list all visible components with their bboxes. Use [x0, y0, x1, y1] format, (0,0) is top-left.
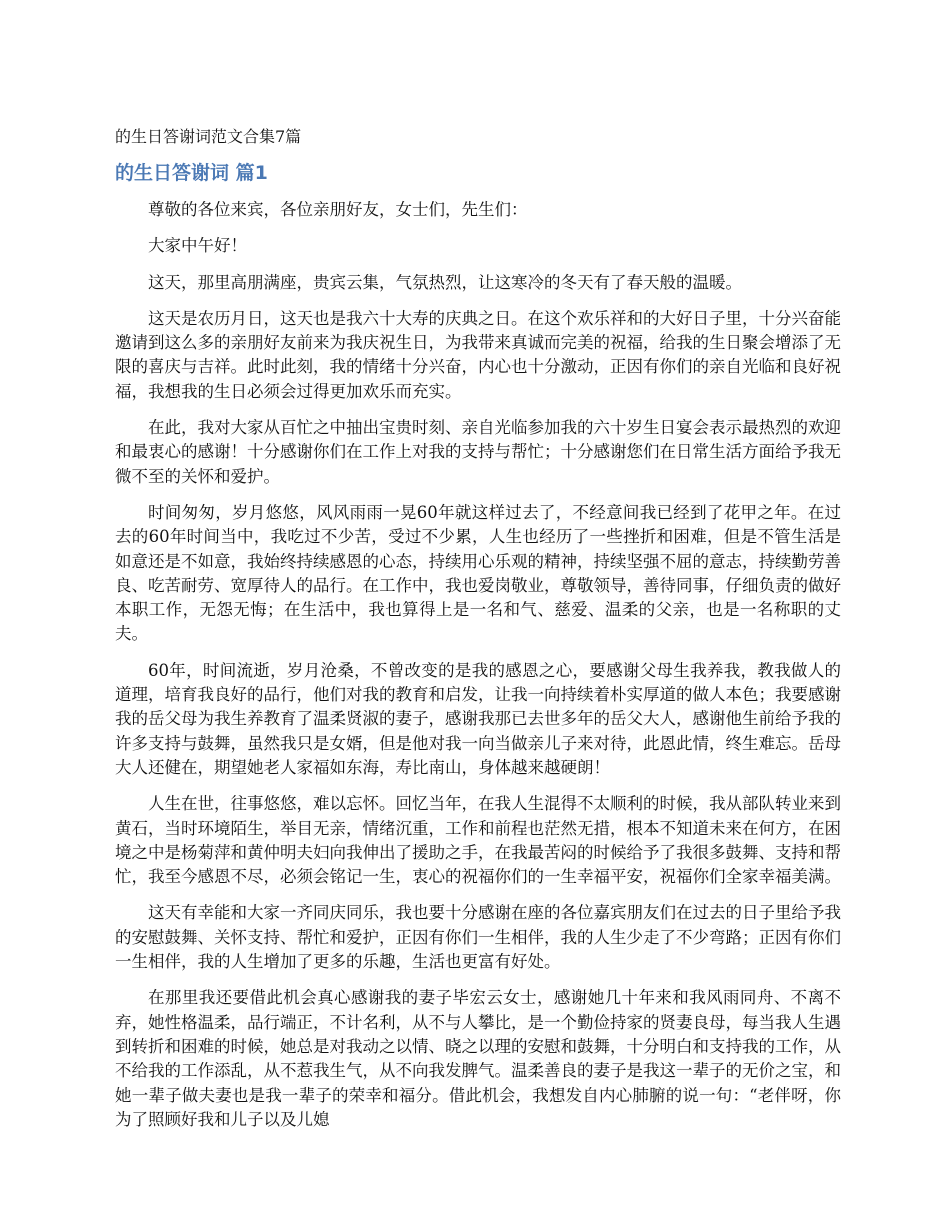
- paragraph: 时间匆匆，岁月悠悠，风风雨雨一晃60年就这样过去了，不经意间我已经到了花甲之年。在过去的60年时间当中，我吃过不少苦，受过不少累，人生也经历了一些挫折和困难，但是不管生活是如意还是不如意，我始终持续感恩的心态，持续用心乐观的精神，持续坚强不屈的意志，持续勤劳善良、吃苦耐劳、宽厚待人的品行。在工作中，我也爱岗敬业，尊敬领导，善待同事，仔细负责的做好本职工作，无怨无悔；在生活中，我也算得上是一名和气、慈爱、温柔的父亲，也是一名称职的丈夫。: [115, 502, 841, 644]
- paragraph: 这天是农历月日，这天也是我六十大寿的庆典之日。在这个欢乐祥和的大好日子里，十分兴奋能邀请到这么多的亲朋好友前来为我庆祝生日，为我带来真诚而完美的祝福，给我的生日聚会增添了无限的喜庆与吉祥。此时此刻，我的情绪十分兴奋，内心也十分激动，正因有你们的亲自光临和良好祝福，我想我的生日必须会过得更加欢乐而充实。: [115, 308, 841, 401]
- paragraph: 人生在世，往事悠悠，难以忘怀。回忆当年，在我人生混得不太顺利的时候，我从部队转业来到黄石，当时环境陌生，举目无亲，情绪沉重，工作和前程也茫然无措，根本不知道未来在何方，在困境之中是杨菊萍和黄仲明夫妇向我伸出了援助之手，在我最苦闷的时候给予了我很多鼓舞、支持和帮忙，我至今感恩不尽，必须会铭记一生，衷心的祝福你们的一生幸福平安，祝福你们全家幸福美满。: [115, 794, 841, 887]
- paragraph-salutation: 尊敬的各位来宾，各位亲朋好友，女士们，先生们：: [148, 200, 528, 219]
- paragraph-greeting: 大家中午好！: [148, 236, 247, 256]
- paragraph: 60年，时间流逝，岁月沧桑，不曾改变的是我的感恩之心，要感谢父母生我养我，教我做人的道理，培育我良好的品行，他们对我的教育和启发，让我一向持续着朴实厚道的做人本色；我要感谢我的岳父母为我生养教育了温柔贤淑的妻子，感谢我那已去世多年的岳父大人，感谢他生前给予我的许多支持与鼓舞，虽然我只是女婿，但是他对我一向当做亲儿子来对待，此恩此情，终生难忘。岳母大人还健在，期望她老人家福如东海，寿比南山，身体越来越硬朗！: [115, 660, 841, 777]
- paragraph: 在此，我对大家从百忙之中抽出宝贵时刻、亲自光临参加我的六十岁生日宴会表示最热烈的欢迎和最衷心的感谢！十分感谢你们在工作上对我的支持与帮忙；十分感谢您们在日常生活方面给予我无微不至的关怀和爱护。: [115, 418, 841, 486]
- document-page: [115, 123, 841, 1144]
- paragraph: 在那里我还要借此机会真心感谢我的妻子毕宏云女士，感谢她几十年来和我风雨同舟、不离不弃，她性格温柔，品行端正，不计名利，从不与人攀比，是一个勤俭持家的贤妻良母，每当我人生遇到转折和困难的时候，她总是对我动之以情、晓之以理的安慰和鼓舞，十分明白和支持我的工作，从不给我的工作添乱，从不惹我生气，从不向我发脾气。温柔善良的妻子是我这一辈子的无价之宝，和她一辈子做夫妻也是我一辈子的荣幸和福分。借此机会，我想发自内心肺腑的说一句：“老伴呀，你为了照顾好我和儿子以及儿媳: [115, 988, 841, 1129]
- paragraph: 这天，那里高朋满座，贵宾云集，气氛热烈，让这寒冷的冬天有了春天般的温暖。: [148, 272, 742, 292]
- section-heading: 的生日答谢词 篇1: [115, 162, 268, 184]
- document-title: 的生日答谢词范文合集7篇: [115, 127, 302, 146]
- paragraph: 这天有幸能和大家一齐同庆同乐，我也要十分感谢在座的各位嘉宾朋友们在过去的日子里给予我的安慰鼓舞、关怀支持、帮忙和爱护，正因有你们一生相伴，我的人生少走了不少弯路；正因有你们一生相伴，我的人生增加了更多的乐趣，生活也更富有好处。: [115, 903, 841, 972]
